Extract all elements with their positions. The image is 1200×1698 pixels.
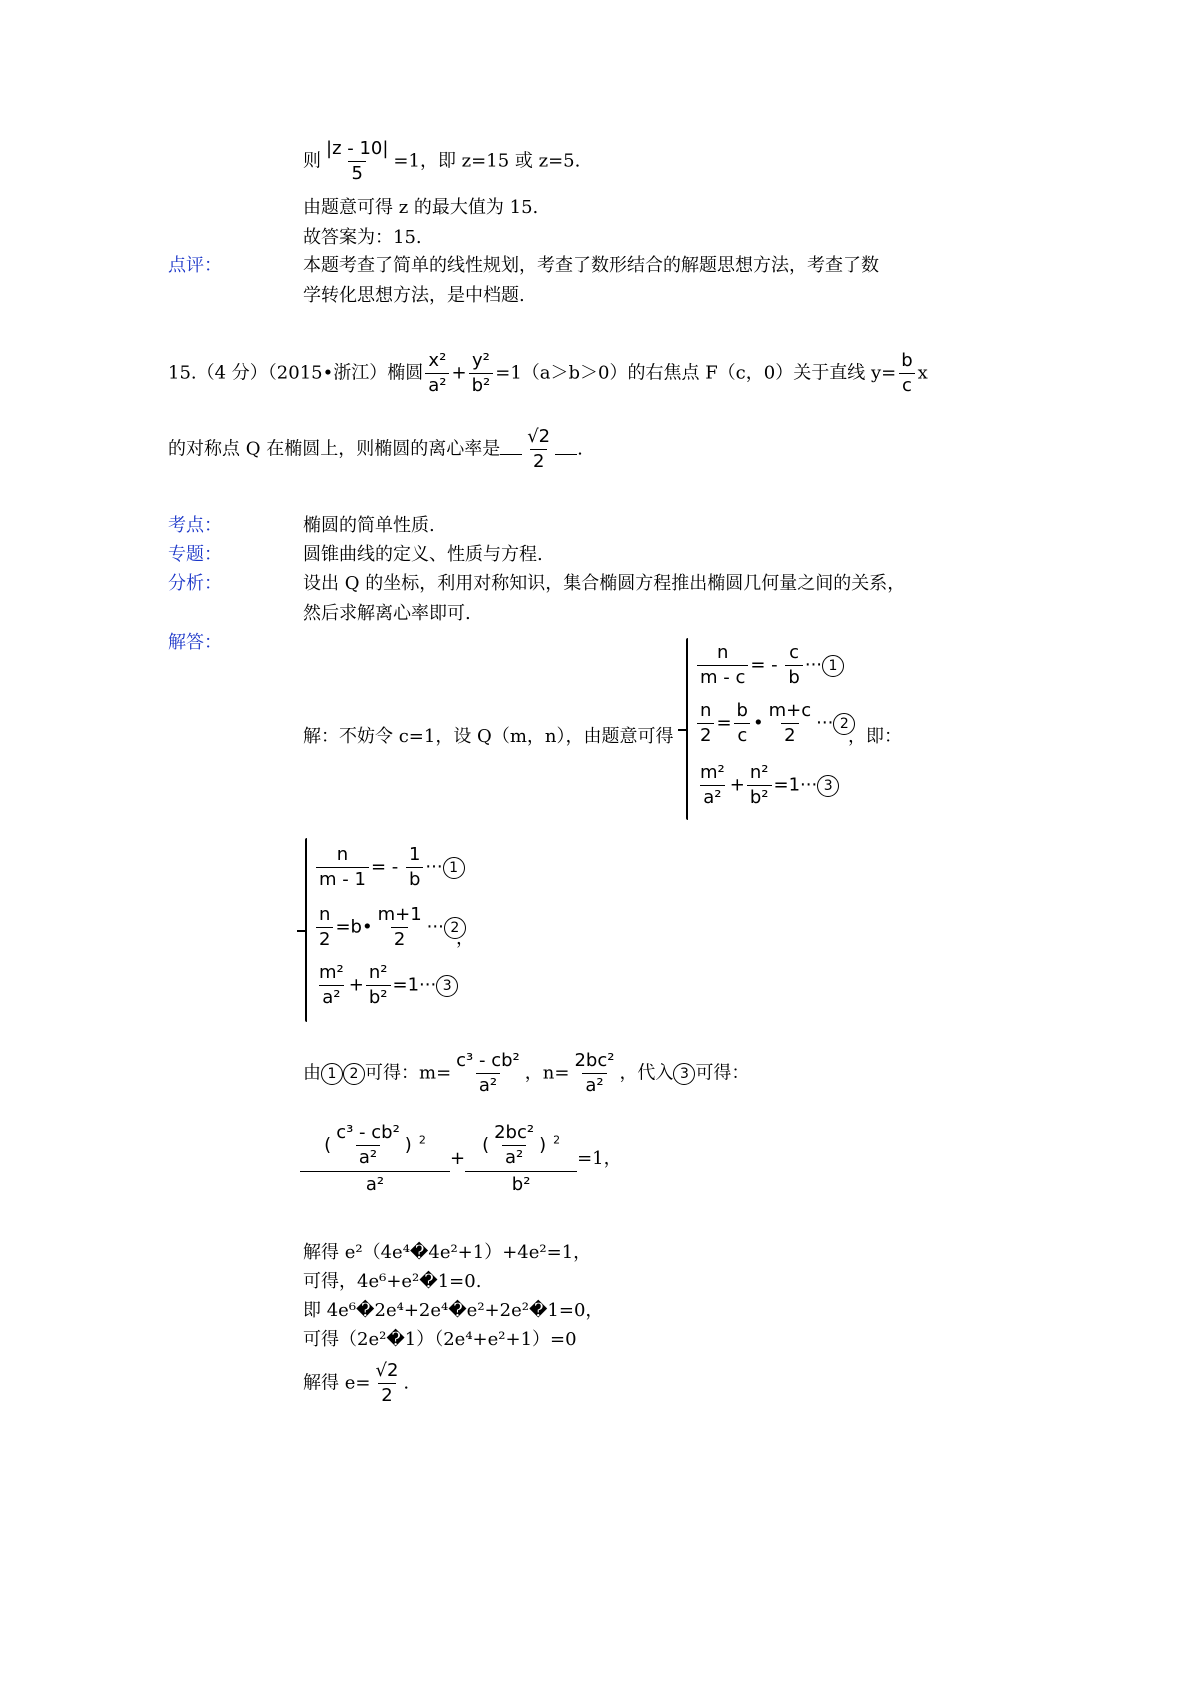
- derivation-line: 由 1 2 可得：m= $\frac{\text{c³ - cb²}}{\text{a²}}$ ，n= $\frac{\text{2bc²}}{\text{a²}}$ ，代入 3 可得：: [303, 1050, 750, 1096]
- fraction: [425, 352, 449, 395]
- text-line: 故答案为：15.: [303, 227, 422, 248]
- fenxi-label: 分析：: [168, 573, 222, 594]
- text: ，n=: [524, 1062, 570, 1084]
- step-line: 解得 e²（4e⁴�4e²+1）+4e²=1，: [303, 1242, 592, 1263]
- problem-line-2: [168, 428, 583, 471]
- system-brace: [305, 838, 307, 1022]
- fenxi-text: 设出 Q 的坐标，利用对称知识，集合椭圆方程推出椭圆几何量之间的关系，: [303, 573, 906, 594]
- zhuanti-label: 专题：: [168, 544, 222, 565]
- step-line: 可得（2e²�1）（2e⁴+e²+1）=0: [303, 1329, 577, 1350]
- text-line: 由题意可得 z 的最大值为 15.: [303, 197, 539, 218]
- equation-line-1: [303, 140, 580, 183]
- system2-eq2: $\frac{n}{2}$ =b• $\frac{m+1}{2}$ ··· 2: [314, 906, 466, 949]
- denominator: 5: [348, 161, 365, 183]
- system-brace: [686, 638, 688, 820]
- system2-eq3: $\frac{\text{m²}}{\text{a²}}$ + $\frac{\text{n²}}{\text{b²}}$ =1··· 3: [314, 964, 458, 1007]
- denominator: b²: [469, 373, 494, 395]
- system1-eq3: $\frac{\text{m²}}{\text{a²}}$ + $\frac{\text{n²}}{\text{b²}}$ =1··· 3: [695, 764, 839, 807]
- fraction: [469, 352, 494, 395]
- numerator: √2: [375, 1360, 399, 1381]
- text: 的对称点 Q 在椭圆上，则椭圆的离心率是: [168, 438, 501, 460]
- text: ，即：: [848, 726, 902, 747]
- step-line: 可得，4e⁶+e²�1=0.: [303, 1271, 482, 1292]
- numerator: b: [901, 350, 913, 371]
- text: ，代入: [619, 1062, 674, 1084]
- numerator: x²: [428, 350, 447, 371]
- step-line: 即 4e⁶�2e⁴+2e⁴�e²+2e²�1=0，: [303, 1300, 604, 1321]
- comment-label: 点评：: [168, 255, 222, 276]
- fenxi-text: 然后求解离心率即可.: [303, 603, 471, 624]
- problem-statement: 15.（4 分）（2015•浙江）椭圆 $\frac{\text{x²}}{\text{a²}}$ + $\frac{\text{y²}}{\text{b²}}$ =1（a＞b＞0）的右焦点 F（c，0）关于直线 y= $\frac{b}{c}$ x: [168, 350, 928, 396]
- text: ，: [456, 928, 474, 949]
- solution-intro: 解：不妨令 c=1，设 Q（m，n），由题意可得: [303, 726, 674, 747]
- text: 解得 e=: [303, 1372, 371, 1394]
- comment-text: 学转化思想方法，是中档题.: [303, 285, 525, 306]
- numerator: √2: [527, 426, 551, 447]
- circled-3: 3: [673, 1063, 695, 1085]
- text: 则: [303, 150, 321, 172]
- denominator: 2: [378, 1383, 395, 1405]
- text: =1，: [577, 1148, 622, 1169]
- denominator: a²: [425, 373, 449, 395]
- text: .: [403, 1372, 410, 1394]
- text: =1（a＞b＞0）的右焦点 F（c，0）关于直线 y=: [495, 362, 897, 384]
- kaodian-text: 椭圆的简单性质.: [303, 515, 435, 536]
- fraction: [898, 352, 915, 395]
- comment-text: 本题考查了简单的线性规划，考查了数形结合的解题思想方法，考查了数: [303, 255, 879, 276]
- text: .: [577, 438, 583, 460]
- numerator: y²: [471, 350, 490, 371]
- fraction: [323, 140, 391, 183]
- final-answer: [303, 1362, 409, 1405]
- system1-eq1: $\frac{n}{m - c}$ = - $\frac{c}{b}$ ··· 1: [695, 644, 844, 687]
- numerator: |z - 10|: [326, 138, 389, 159]
- text: =1，即 z=15 或 z=5.: [393, 150, 581, 172]
- big-equation: ( $\frac{\text{c³ - cb²}}{\text{a²}}$ ) $^2$ a² + ( $\frac{\text{2bc²}}{\text{a²}}$ ) $^2$ b² =1，: [300, 1124, 622, 1194]
- answer-fraction: [524, 428, 553, 471]
- system1-eq2: $\frac{n}{2}$ = $\frac{b}{c}$ • $\frac{m+c}{2}$ ··· 2: [695, 702, 855, 745]
- denominator: 2: [530, 449, 547, 471]
- system2-eq1: $\frac{n}{m - 1}$ = - $\frac{1}{b}$ ··· 1: [314, 846, 465, 889]
- circled-2: 2: [343, 1063, 365, 1085]
- text: x: [917, 362, 928, 384]
- denominator: c: [899, 373, 915, 395]
- circled-1: 1: [321, 1063, 343, 1085]
- zhuanti-text: 圆锥曲线的定义、性质与方程.: [303, 544, 543, 565]
- text: 由: [303, 1062, 321, 1084]
- problem-head: 15.（4 分）（2015•浙江）椭圆: [168, 362, 424, 384]
- text: 可得：m=: [365, 1062, 452, 1084]
- kaodian-label: 考点：: [168, 515, 222, 536]
- text: 可得：: [695, 1062, 750, 1084]
- jieda-label: 解答：: [168, 632, 222, 653]
